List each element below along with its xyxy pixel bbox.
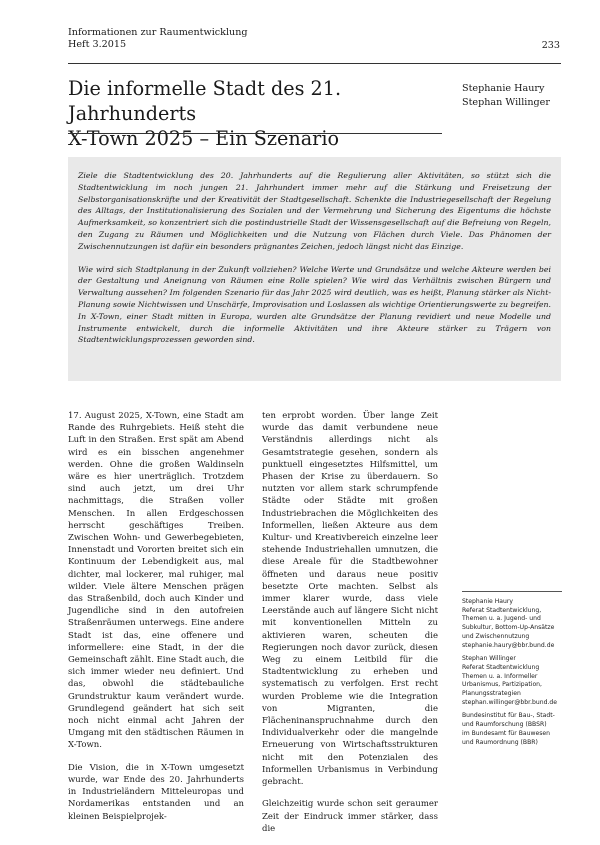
author-info-sidebar (462, 598, 562, 752)
body-paragraph: Gleichzeitig wurde schon seit geraumer Zeit der Eindruck immer stärker, dass die (262, 799, 438, 834)
institute-line: und Raumforschung (BBSR) (462, 721, 547, 729)
author-info-line: Planungsstrategien (462, 690, 521, 698)
institute-info (462, 712, 562, 747)
issue-number: Heft 3.2015 (68, 39, 127, 50)
body-paragraph: Die Vision, die in X-Town umgesetzt wurde, war Ende des 20. Jahrhunderts in Industrieländern Mitteleuropas und Nordamerikas entstanden und an kleinen Beispielprojek- (68, 762, 244, 822)
abstract-paragraph: Wie wird sich Stadtplanung in der Zukunft vollziehen? Welche Werte und Grundsätze und welche Akteure werden bei der Gestaltung und Aneignung von Räumen eine Rolle spielen? Wie wird das Verhältnis zwischen Bürgern und Verwaltung aussehen? Im folgenden Szenario für das Jahr 2025 wird deutlich, was es heißt, Planung stärker als Nicht-Planung sowie Nichtwissen und Unschärfe, Improvisation und Loslassen als wichtige Orientierungswerte zu begreifen. In X-Town, einer Stadt mitten in Europa, wurden alte Grundsätze der Planung revidiert und neue Modelle und Instrumente entwickelt, durch die informelle Aktivitäten und ihre Akteure stärker zu Trägern von Stadtentwicklungsprozessen geworden sind. (78, 264, 551, 345)
author-info-line: Referat Stadtentwicklung, (462, 606, 542, 614)
author-info-line: Referat Stadtentwicklung (462, 663, 540, 671)
author-info-name: Stephanie Haury (462, 598, 514, 605)
body-column-middle (262, 410, 438, 845)
abstract-paragraph: Ziele die Stadtentwicklung des 20. Jahrhunderts auf die Regulierung aller Aktivitäten, so stützt sich die Stadtentwicklung im noch jungen 21. Jahrhundert immer mehr auf die Stärkung und Freisetzung der Selbstorganisationskräfte und der Kreativität der Stadtgesellschaft. Schenkte die Industriegesellschaft der Regelung des Alltags, der Institutionalisierung des Sozialen und der Vermehrung und Sicherung des Eigentums die höchste Aufmerksamkeit, so konzentriert sich die postindustrielle Stadt der Wissensgesellschaft auf die Befreiung von Regeln, den Zugang zu Räumen und Möglichkeiten und die Nutzung von Flächen durch Viele. Das Phänomen der Zwischennutzungen ist dafür ein besonders prägnantes Zeichen, jedoch längst nicht das Einzige. (78, 171, 551, 251)
author-info-line: Subkultur, Bottom-Up-Ansätze (462, 624, 555, 632)
body-paragraph: 17. August 2025, X-Town, eine Stadt am Rande des Ruhrgebiets. Heiß steht die Luft in den Straßen. Erst spät am Abend wird es ein bisschen angenehmer werden. Ohne die großen Waldinseln wäre es hier unerträglich. Trotzdem sind auch jetzt, um drei Uhr nachmittags, die Straßen voller Menschen. In allen Erdgeschossen herrscht geschäftiges Treiben. Zwischen Wohn- und Gewerbegebieten, Innenstadt und Vororten breitet sich ein Kontinuum der Lebendigkeit aus, mal dichter, mal lockerer, mal ruhiger, mal wilder. Viele ältere Menschen prägen das Straßenbild, doch auch Kinder und Jugendliche sind in den autofreien Straßenräumen unterwegs. Eine andere Stadt ist das, eine offenere und informellere: eine Stadt, in der die Gemeinschaft zählt. Eine Stadt auch, die sich immer wieder neu definiert. Und das, obwohl die städtebauliche Grundstruktur kaum verändert wurde. Grundlegend geändert hat sich seit noch nicht einmal acht Jahren der Umgang mit den städtischen Räumen in X-Town. (68, 411, 244, 751)
page-number: 233 (541, 40, 560, 51)
author-info-line: und Zwischennutzung (462, 632, 530, 640)
body-paragraph: ten erprobt worden. Über lange Zeit wurde das damit verbundene neue Verständnis allerdings nicht als Gesamtstrategie gesehen, sondern als punktuell eingesetztes Hilfsmittel, um Phasen der Krise zu überdauern. So nutzten vor allem stark schrumpfende Städte oder Städte mit großen Industriebrachen die Möglichkeiten des Informellen, ließen Akteure aus dem Kultur- und Kreativbereich einzelne leer stehende Industriehallen umnutzen, die diese Areale für die Stadtbewohner öffneten und daraus neue positiv besetzte Orte machten. Selbst als immer klarer wurde, dass viele Leerstände auch auf längere Sicht nicht mit konventionellen Mitteln zu aktivieren waren, scheuten die Regierungen noch davor zurück, diesen Weg zu einem Leitbild für die Stadtentwicklung zu erheben und systematisch zu verfolgen. Erst recht wurden Probleme wie die Integration von Migranten, die Flächeninanspruchnahme durch den Individualverkehr oder die mangelnde Erneuerung von Wirtschaftsstrukturen nicht mit den Potenzialen des Informellen Urbanismus in Verbindung gebracht. (262, 411, 438, 788)
author-name: Stephan Willinger (462, 97, 550, 108)
author-info-1 (462, 598, 562, 650)
article-title (68, 76, 448, 151)
author-email: stephan.willinger@bbr.bund.de (462, 698, 558, 706)
institute-line: im Bundesamt für Bauwesen (462, 729, 551, 737)
header-rule (68, 63, 561, 64)
journal-name: Informationen zur Raumentwicklung (68, 27, 248, 38)
author-name: Stephanie Haury (462, 83, 545, 94)
author-info-2 (462, 655, 562, 707)
author-email: stephanie.haury@bbr.bund.de (462, 641, 555, 649)
author-info-line: Urbanismus, Partizipation, (462, 681, 542, 689)
body-column-left (68, 410, 244, 833)
author-info-line: Themen u. a. Jugend- und (462, 615, 541, 623)
institute-line: und Raumordnung (BBR) (462, 738, 538, 746)
abstract-box (68, 157, 561, 381)
sidebar-rule (462, 591, 562, 592)
author-list (462, 82, 550, 110)
title-line-2: X-Town 2025 – Ein Szenario (68, 127, 340, 150)
author-info-line: Themen u. a. Informeller (462, 672, 538, 680)
title-line-1: Die informelle Stadt des 21. Jahrhunderts (68, 77, 342, 125)
institute-line: Bundesinstitut für Bau-, Stadt- (462, 712, 555, 720)
running-header (68, 27, 248, 51)
title-rule (68, 133, 442, 134)
author-info-name: Stephan Willinger (462, 655, 516, 663)
